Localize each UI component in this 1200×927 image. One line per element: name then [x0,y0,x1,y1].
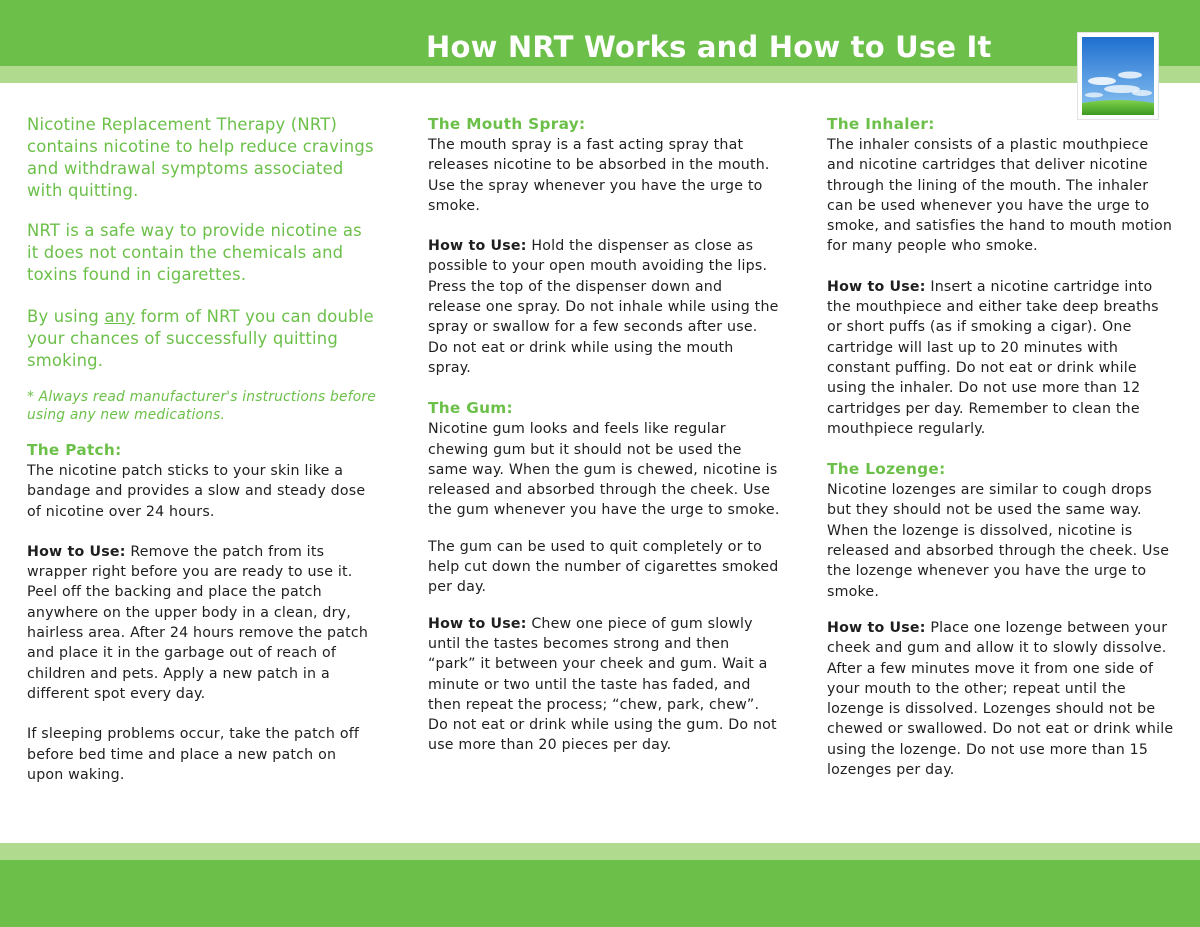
page-title: How NRT Works and How to Use It [426,30,992,64]
spray-how-to-use: How to Use: Hold the dispenser as close as possible to your open mouth avoiding the lips. Press the top of the dispenser down and release one spray. Do not inhale while using the spray or swallow for a few seconds after use. Do not eat or drink while using the mouth spray. [428,238,779,376]
column-intro-patch [27,114,377,785]
patch-description: The nicotine patch sticks to your skin like a bandage and provides a slow and steady dose of nicotine over 24 hours. [27,463,366,520]
patch-how-to-use: How to Use: Remove the patch from its wrapper right before you are ready to use it. Peel off the backing and place the patch anywhere on the upper body in a clean, dry, hairless area. After 24 hours remove the patch and place it in the garbage out of reach of children and pets. Apply a new patch in a different spot every day. [27,543,369,702]
gum-quit-info: The gum can be used to quit completely or to help cut down the number of cigarettes smoked per day. [428,538,779,596]
gum-how-to-use: How to Use: Chew one piece of gum slowly until the tastes becomes strong and then “park” it between your cheek and gum. Wait a minute or two until the taste has faded, and then repeat the process; “chew, park, chew”. Do not eat or drink while using the gum. Do not use more than 20 pieces per day. [428,615,777,754]
header-accent-band [0,66,1200,83]
patch-heading: The Patch: [27,441,122,459]
intro-paragraph-2: NRT is a safe way to provide nicotine as it does not contain the chemicals and toxins found in cigarettes. [27,221,362,284]
column-spray-gum [428,114,780,756]
column-inhaler-lozenge [827,114,1177,780]
inhaler-description: The inhaler consists of a plastic mouthpiece and nicotine cartridges that deliver nicotine through the lining of the mouth. The inhaler can be used whenever you have the urge to smoke, and satisfies the hand to mouth motion for many people who smoke. [827,137,1173,255]
sky-grass-icon [1082,37,1154,115]
lozenge-how-to-use: How to Use: Place one lozenge between your cheek and gum and allow it to slowly dissolve. After a few minutes move it from one side of your mouth to the other; repeat until the lozenge is dissolved. Lozenges should not be chewed or swallowed. Do not eat or drink while using the lozenge. Do not use more than 15 lozenges per day. [827,619,1174,779]
footer-band [0,860,1200,927]
lozenge-heading: The Lozenge: [827,460,946,479]
inhaler-heading: The Inhaler: [827,115,935,133]
patch-sleep-tip: If sleeping problems occur, take the patch off before bed time and place a new patch on upon waking. [27,726,360,783]
inhaler-how-to-use: How to Use: Insert a nicotine cartridge into the mouthpiece and either take deep breaths or short puffs (as if smoking a cigar). One cartridge will last up to 20 minutes with constant puffing. Do not eat or drink while using the inhaler. Do not use more than 12 cartridges per day. Remember to clean the mouthpiece regularly. [827,278,1159,437]
spray-description: The mouth spray is a fast acting spray that releases nicotine to be absorbed in the mouth. Use the spray whenever you have the urge to smoke. [428,137,770,214]
spray-heading: The Mouth Spray: [428,115,586,133]
footer-accent-band [0,843,1200,860]
intro-paragraph-1: Nicotine Replacement Therapy (NRT) contains nicotine to help reduce cravings and withdrawal symptoms associated with quitting. [27,115,374,200]
gum-heading: The Gum: [428,399,513,418]
medication-note: * Always read manufacturer's instructions before using any new medications. [27,389,376,423]
lozenge-description: Nicotine lozenges are similar to cough drops but they should not be used the same way. When the lozenge is dissolved, nicotine is released and absorbed through the cheek. Use the lozenge whenever you have the urge to smoke. [827,482,1170,600]
gum-description: Nicotine gum looks and feels like regular chewing gum but it should not be used the same way. When the gum is chewed, nicotine is released and absorbed through the cheek. Use the gum whenever you have the urge to smoke. [428,421,780,519]
intro-paragraph-3: By using any form of NRT you can double your chances of successfully quitting smoking. [27,307,374,370]
emphasis-any: any [104,307,136,326]
sky-grass-photo [1077,32,1159,120]
